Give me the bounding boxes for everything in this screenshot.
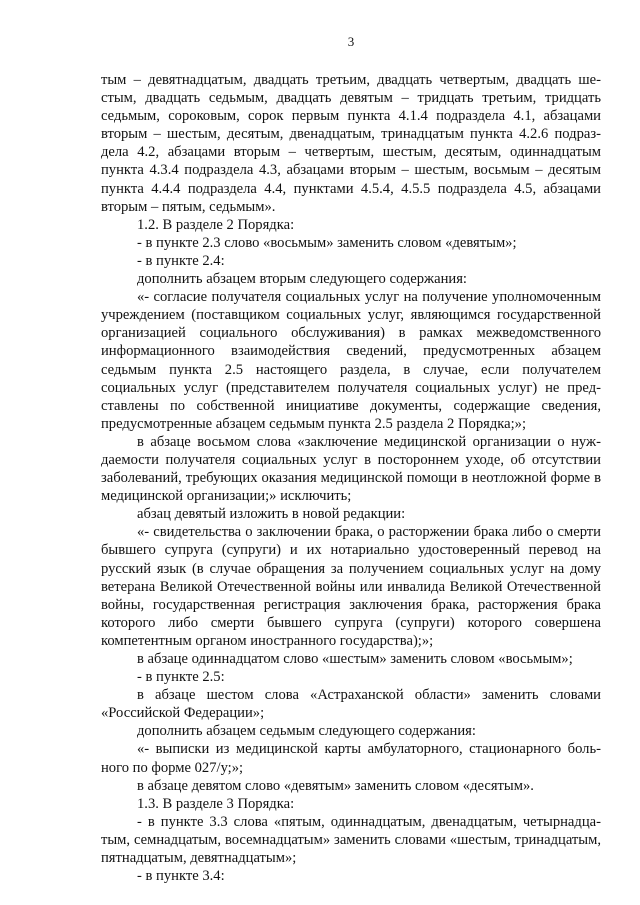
paragraph-6: «- согласие получателя социальных услуг на получение уполномоченным учреждением (поставщиком социальных услуг, являющимся государственной организацией социального обслуживания) в рамках межведомственного информационного взаимодействия сведений, предусмотренных абзацем седьмым пункта 2.5 настоящего раздела, в случае, если получателем социальных услуг (представителем получателя социальных услуг) не представлены по собственной инициативе документы, содержащие сведения, предусмотренные абзацем седьмым пункта 2.5 раздела 2 Порядка;»; [101,289,601,432]
paragraph-10: в абзаце одиннадцатом слово «шестым» заменить словом «восьмым»; [137,651,573,667]
paragraph-15: в абзаце девятом слово «девятым» заменить словом «десятым». [137,777,534,794]
paragraph-11: - в пункте 2.5: [137,669,225,686]
paragraph-13: дополнить абзацем седьмым следующего содержания: [137,723,476,740]
paragraph-7: в абзаце восьмом слова «заключение медицинской организации о нуждаемости получателя социальных услуг в постороннем уходе, об отсутствии заболеваний, требующих оказания медицинской помощи в неотложной форме в медицинской организации;» исключить; [101,433,601,505]
paragraph-5: дополнить абзацем вторым следующего содержания: [137,271,467,288]
paragraph-3: - в пункте 2.3 слово «восьмым» заменить словом «девятым»; [137,234,517,251]
paragraph-12: в абзаце шестом слова «Астраханской области» заменить словами «Российской Федерации»; [101,687,601,722]
document-body [101,71,601,885]
paragraph-4: - в пункте 2.4: [137,252,225,269]
paragraph-8: абзац девятый изложить в новой редакции: [137,506,406,523]
paragraph-17: - в пункте 3.3 слова «пятым, одиннадцатым, двенадцатым, четырнадцатым, семнадцатым, восемнадцатым» заменить словами «шестым, тринадцатым, пятнадцатым, девятнадцатым»; [101,813,601,867]
paragraph-2: 1.2. В разделе 2 Порядка: [137,216,295,233]
paragraph-16: 1.3. В разделе 3 Порядка: [137,795,295,812]
paragraph-1: тым – девятнадцатым, двадцать третьим, двадцать четвертым, двадцать шестым, двадцать седьмым, двадцать девятым – тридцать третьим, тридцать седьмым, сороковым, сорок первым пункта 4.1.4 подраздела 4.1, абзацами вторым – шестым, десятым, двенадцатым, тринадцатым пункта 4.2.6 подраздела 4.2, абзацами вторым – четвертым, шестым, десятым, одиннадцатым пункта 4.3.4 подраздела 4.3, абзацами вторым – шестым, восьмым – десятым пункта 4.4.4 подраздела 4.4, пунктами 4.5.4, 4.5.5 подраздела 4.5, абзацами вторым – пятым, седьмым». [101,72,601,215]
paragraph-14: «- выписки из медицинской карты амбулаторного, стационарного больного по форме 027/у;»; [101,741,601,776]
paragraph-18: - в пункте 3.4: [137,868,225,885]
page-number: 3 [347,34,355,49]
paragraph-9: «- свидетельства о заключении брака, о расторжении брака либо о смерти бывшего супруга (супруги) и их нотариально удостоверенный перевод на русский язык (в случае обращения за получением социальных услуг на дому ветерана Великой Отечественной войны или инвалида Великой Отечественной войны, государственная регистрация заключения брака, расторжения брака которого либо смерти бывшего супруга (супруги) которого совершена компетентным органом иностранного государства);»; [101,524,601,649]
